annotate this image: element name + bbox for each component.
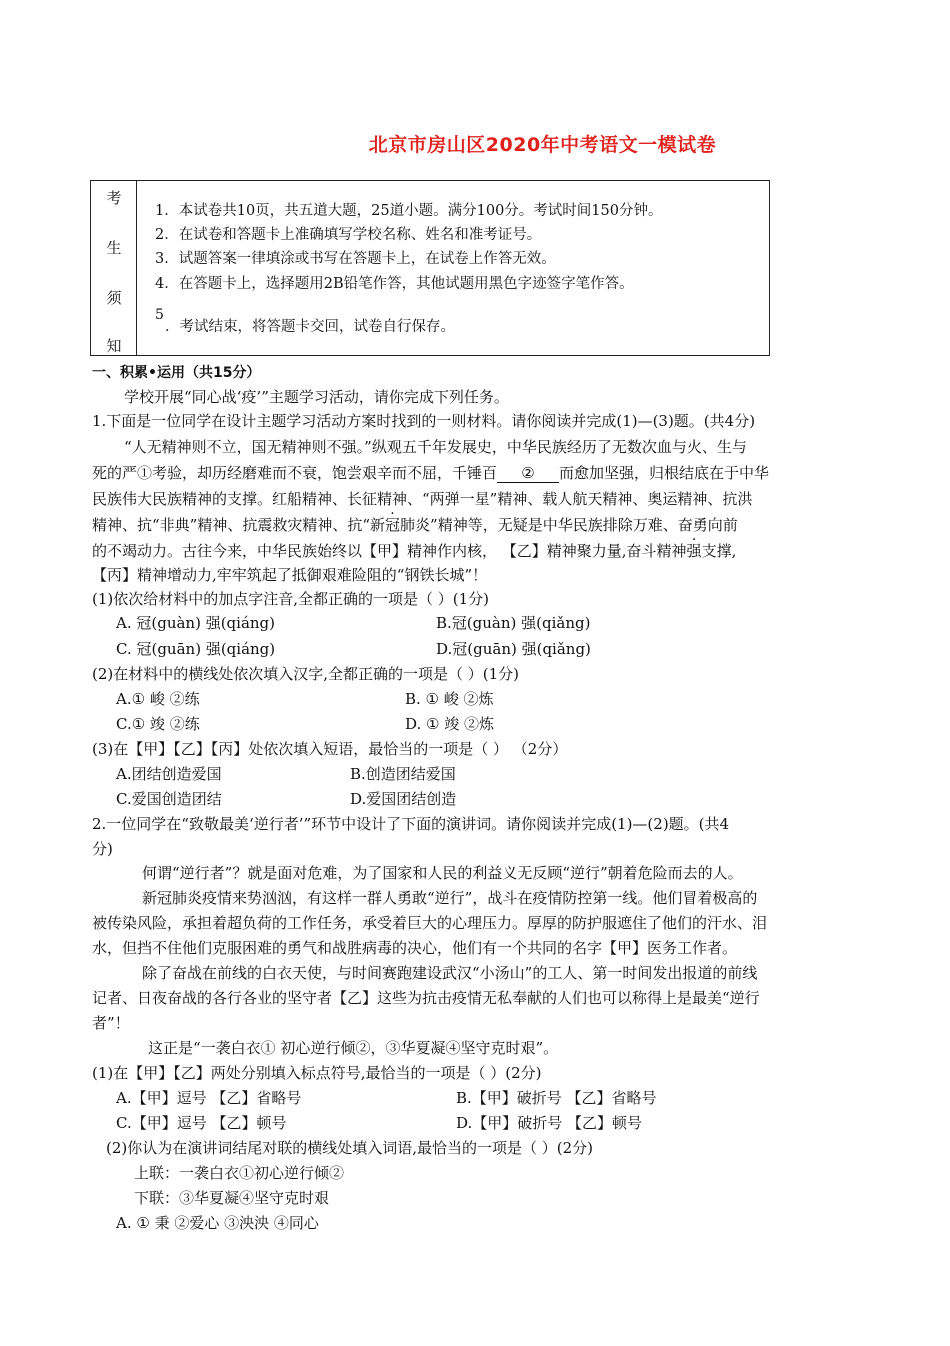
option-d: D.【甲】破折号 【乙】顿号 [456, 1114, 643, 1132]
option-a: A.① 峻 ②练 [116, 690, 200, 708]
intro-text: 学校开展“同心战‘疫’”主题学习活动，请你完成下列任务。 [124, 388, 509, 406]
notice-side-char: 生 [106, 239, 122, 257]
question-1-stem: 1.下面是一位同学在设计主题学习活动方案时找到的一则材料。请你阅读并完成(1)—(3)题。(共4分) [92, 412, 756, 430]
passage-line [92, 540, 736, 561]
speech-line: 除了奋战在前线的白衣天使，与时间赛跑建设武汉“小汤山”的工人、第一时间发出报道的前线 [142, 964, 758, 982]
option-a: A.【甲】逗号 【乙】省略号 [116, 1089, 302, 1107]
speech-line: 何谓“逆行者”？就是面对危难，为了国家和人民的利益义无反顾“逆行”朝着危险而去的人。 [142, 864, 743, 882]
option-d: D.冠(guān) 强(qiǎng) [436, 640, 591, 658]
notice-item: ．考试结束，将答题卡交回，试卷自行保存。 [165, 319, 455, 335]
notice-item-number: 5 [155, 307, 164, 323]
passage-text: 的不竭动力。古往今来，中华民族始终以【甲】精神作内核， 【乙】精神聚力量,奋斗精神 [92, 542, 687, 560]
speech-line: 水，但挡不住他们克服困难的勇气和战胜病毒的决心，他们有一个共同的名字【甲】医务工作者。 [92, 939, 738, 957]
option-a: A. 冠(guàn) 强(qiáng) [116, 614, 276, 632]
option-c: C.爱国创造团结 [116, 790, 222, 808]
question-2-stem-cont: 分) [92, 840, 113, 858]
section-heading: 一、积累•运用（共15分） [92, 365, 261, 381]
option-c: C. 冠(guān) 强(qiáng) [116, 640, 276, 658]
passage-line [92, 514, 738, 535]
notice-item: 3．试题答案一律填涂或书写在答题卡上，在试卷上作答无效。 [155, 251, 556, 267]
speech-line: 者”！ [92, 1014, 130, 1032]
notice-item: 2．在试卷和答题卡上准确填写学校名称、姓名和准考证号。 [155, 227, 542, 243]
option-c: C.① 竣 ②练 [116, 715, 200, 733]
passage-text: 肺炎”精神等，无疑是中华民族排除万难、奋勇向前 [400, 516, 738, 534]
notice-side-label [91, 181, 137, 355]
sub-question: (1)在【甲】【乙】两处分别填入标点符号,最恰当的一项是（ ）(2分) [92, 1064, 542, 1082]
speech-line: 被传染风险，承担着超负荷的工作任务，承受着巨大的心理压力。厚厚的防护服遮住了他们的汗水、泪 [92, 914, 768, 932]
speech-line: 这正是“一袭白衣① 初心逆行倾②，③华夏凝④坚守克时艰”。 [148, 1039, 559, 1057]
notice-item: 4．在答题卡上，选择题用2B铅笔作答，其他试题用黑色字迹签字笔作答。 [155, 276, 634, 292]
dotted-char: 冠 [385, 516, 401, 534]
passage-text: 死的严①考验，却历经磨难而不衰，饱尝艰辛而不屈，千锤百 [92, 464, 498, 482]
option-d: D.爱国团结创造 [350, 790, 457, 808]
passage-text: 支撑, [701, 542, 737, 560]
notice-side-char: 知 [106, 337, 122, 355]
page-title: 北京市房山区2020年中考语文一模试卷 [368, 134, 717, 156]
dotted-char: 强 [686, 542, 702, 560]
speech-line: 新冠肺炎疫情来势汹汹，有这样一群人勇敢“逆行”，战斗在疫情防控第一线。他们冒着极高的 [142, 889, 758, 907]
sub-question: (3)在【甲】【乙】【丙】处依次填入短语，最恰当的一项是（ ） （2分） [92, 740, 568, 758]
passage-line [92, 462, 769, 483]
notice-item: 1．本试卷共10页，共五道大题，25道小题。满分100分。考试时间150分钟。 [155, 203, 663, 219]
option-b: B.冠(guàn) 强(qiǎng) [436, 614, 591, 632]
sub-question: (1)依次给材料中的加点字注音,全都正确的一项是（ ）(1分) [92, 590, 490, 608]
option-a: A.团结创造爱国 [116, 765, 222, 783]
question-2-stem: 2.一位同学在“致敬最美‘逆行者’”环节中设计了下面的演讲词。请你阅读并完成(1)—(2)题。(共4 [92, 815, 730, 833]
fill-blank: ② [497, 464, 559, 483]
option-b: B.【甲】破折号 【乙】省略号 [456, 1089, 657, 1107]
passage-line: 民族伟大民族精神的支撑。红船精神、长征精神、“两弹一星”精神、载人航天精神、奥运精神、抗洪 [92, 490, 753, 508]
notice-side-char: 须 [106, 289, 122, 307]
sub-question: (2)在材料中的横线处依次填入汉字,全都正确的一项是（ ）(1分) [92, 665, 520, 683]
passage-line: 【丙】精神增动力,牢牢筑起了抵御艰难险阻的“钢铁长城”！ [92, 566, 488, 584]
option-c: C.【甲】逗号 【乙】顿号 [116, 1114, 287, 1132]
passage-text: 而愈加坚强，归根结底在于中华 [559, 464, 770, 482]
exam-notice-box [90, 180, 770, 356]
passage-text: 精神、抗“非典”精神、抗震救灾精神、抗“新 [92, 516, 386, 534]
speech-line: 记者、日夜奋战的各行各业的坚守者【乙】这些为抗击疫情无私奉献的人们也可以称得上是最美“逆行 [92, 989, 760, 1007]
notice-side-char: 考 [106, 189, 122, 207]
passage-line: “人无精神则不立，国无精神则不强。”纵观五千年发展史，中华民族经历了无数次血与火、生与 [124, 438, 747, 456]
option-b: B. ① 峻 ②炼 [405, 690, 494, 708]
option-a: A. ① 秉 ②爱心 ③泱泱 ④同心 [116, 1214, 319, 1232]
option-d: D. ① 竣 ②炼 [405, 715, 495, 733]
option-b: B.创造团结爱国 [350, 765, 456, 783]
couplet-lower: 下联：③华夏凝④坚守克时艰 [134, 1189, 330, 1207]
sub-question: (2)你认为在演讲词结尾对联的横线处填入词语,最恰当的一项是（ ）(2分) [106, 1139, 594, 1157]
couplet-upper: 上联：一袭白衣①初心逆行倾② [134, 1164, 345, 1182]
